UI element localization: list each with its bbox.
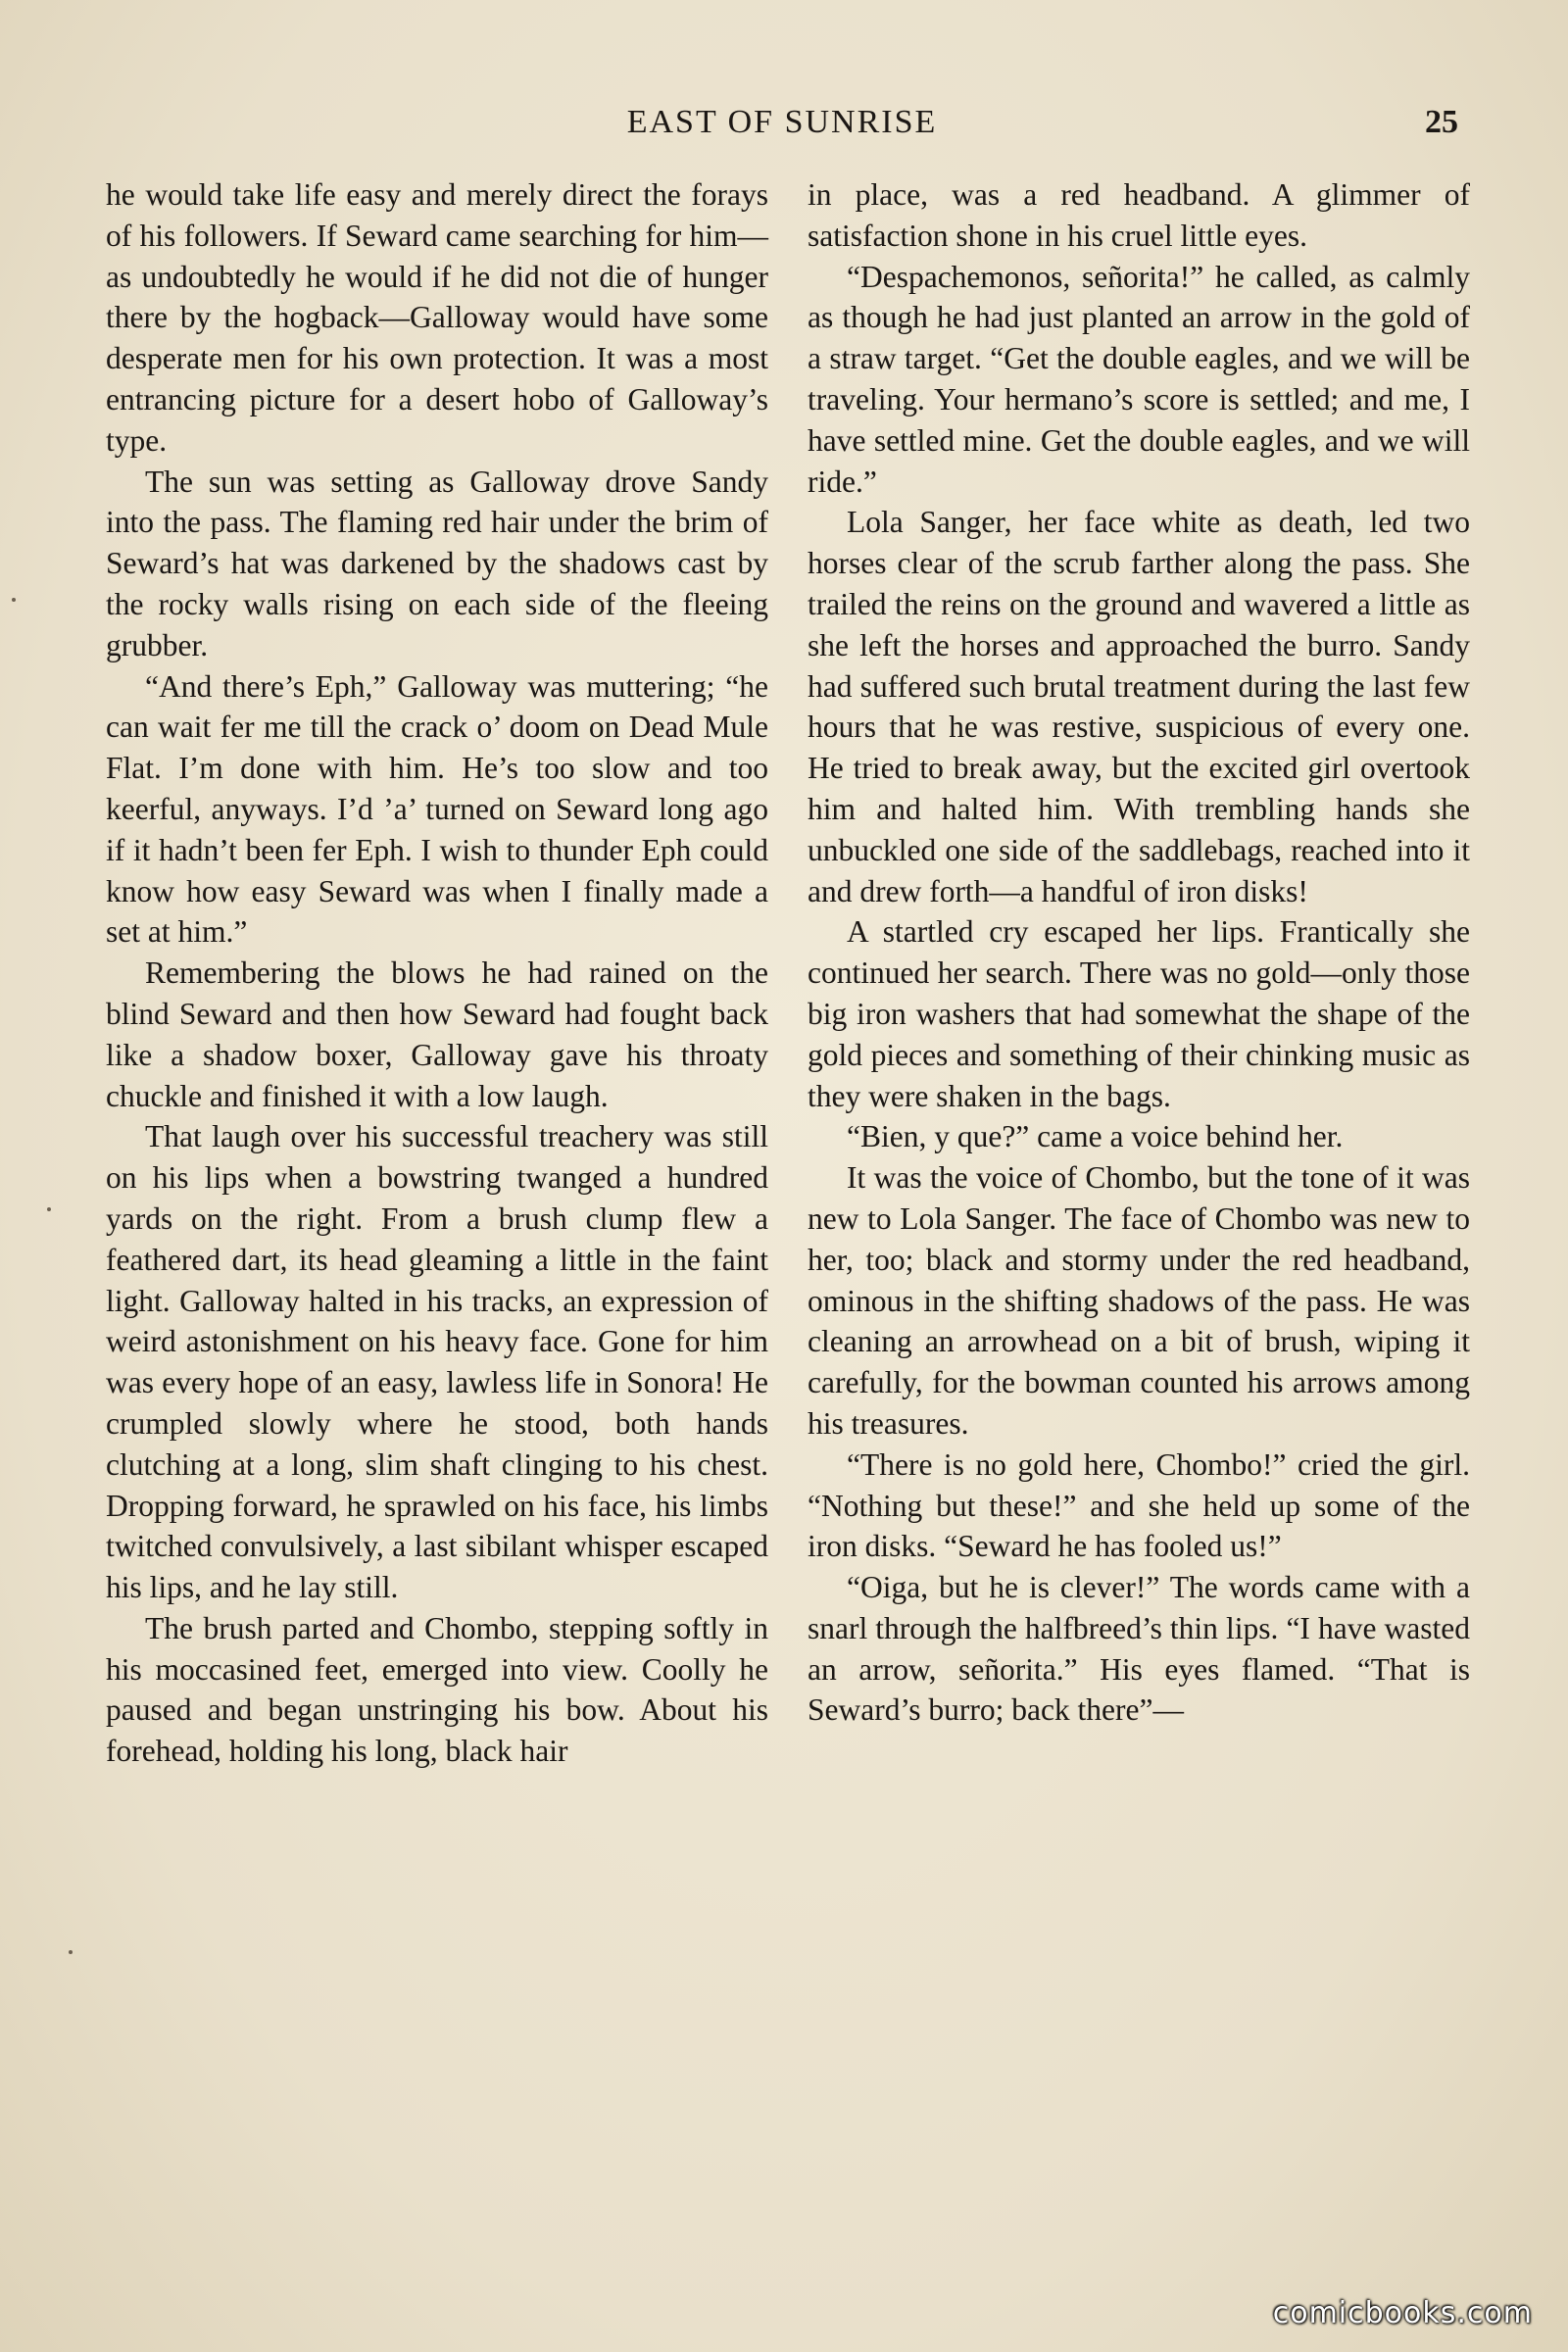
- paragraph: “There is no gold here, Chombo!” cried the girl. “Nothing but these!” and she held up some of the iron disks. “Seward he has fooled us!”: [808, 1446, 1470, 1564]
- paragraph: Lola Sanger, her face white as death, led two horses clear of the scrub farther along the pass. She trailed the reins on the ground and wavered a little as she left the horses and approached the burro. Sandy had suffered such brutal treatment during the last few hours that he was restive, suspicious of every one. He tried to break away, but the excited girl overtook him and halted him. With trembling hands she unbuckled one side of the saddlebags, reached into it and drew forth—a handful of iron disks!: [808, 505, 1470, 908]
- watermark: comicbooks.com: [1272, 2296, 1533, 2330]
- page-number: 25: [1425, 104, 1458, 140]
- paragraph: It was the voice of Chombo, but the tone of it was new to Lola Sanger. The face of Chombo was new to her, too; black and stormy under the red headband, ominous in the shifting shadows of the pass. He was cleaning an arrowhead on a bit of brush, wiping it carefully, for the bowman counted his arrows among his treasures.: [808, 1160, 1470, 1441]
- paragraph: “Bien, y que?” came a voice behind her.: [847, 1119, 1344, 1154]
- page-header: [106, 98, 1458, 147]
- left-column: [106, 174, 768, 1772]
- paragraph: “Oiga, but he is clever!” The words came with a snarl through the halfbreed’s thin lips. “I have wasted an arrow, señorita.” His eyes flamed. “That is Seward’s burro; back there”—: [808, 1570, 1470, 1728]
- paper-speck: [12, 598, 16, 602]
- paragraph: The sun was setting as Galloway drove Sandy into the pass. The flaming red hair under the brim of Seward’s hat was darkened by the shadows cast by the rocky walls rising on each side of the fleeing grubber.: [106, 464, 768, 662]
- paragraph: A startled cry escaped her lips. Frantically she continued her search. There was no gold—only those big iron washers that had somewhat the shape of the gold pieces and something of their chinking music as they were shaken in the bags.: [808, 914, 1470, 1113]
- paragraph: That laugh over his successful treachery was still on his lips when a bowstring twanged a hundred yards on the right. From a brush clump flew a feathered dart, its head gleaming a little in the faint light. Galloway halted in his tracks, an expression of weird astonishment on his heavy face. Gone for him was every hope of an easy, lawless life in Sonora! He crumpled slowly where he stood, both hands clutching at a long, slim shaft clinging to his chest. Dropping forward, he sprawled on his face, his limbs twitched convulsively, a last sibilant whisper escaped his lips, and he lay still.: [106, 1119, 768, 1605]
- paragraph: “And there’s Eph,” Galloway was muttering; “he can wait fer me till the crack o’ doom on Dead Mule Flat. I’m done with him. He’s too slow and too keerful, anyways. I’d ’a’ turned on Seward long ago if it hadn’t been fer Eph. I wish to thunder Eph could know how easy Seward was when I finally made a set at him.”: [106, 668, 768, 950]
- paper-speck: [69, 1950, 73, 1954]
- paragraph: he would take life easy and merely direct the forays of his followers. If Seward came searching for him—as undoubtedly he would if he did not die of hunger there by the hogback—Galloway would have some desperate men for his own protection. It was a most entrancing picture for a desert hobo of Galloway’s type.: [106, 177, 768, 458]
- running-head: EAST OF SUNRISE: [626, 104, 938, 140]
- paragraph: The brush parted and Chombo, stepping softly in his moccasined feet, emerged into view. Coolly he paused and began unstringing his bow. About his forehead, holding his long, black hair: [106, 1610, 768, 1769]
- paragraph: “Despachemonos, señorita!” he called, as calmly as though he had just planted an arrow in the gold of a straw target. “Get the double eagles, and we will be traveling. Your hermano’s score is settled; and me, I have settled mine. Get the double eagles, and we will ride.”: [808, 259, 1470, 499]
- right-column: [808, 174, 1470, 1731]
- paragraph: Remembering the blows he had rained on the blind Seward and then how Seward had fought back like a shadow boxer, Galloway gave his throaty chuckle and finished it with a low laugh.: [106, 956, 768, 1113]
- paper-speck: [47, 1207, 51, 1211]
- paragraph: in place, was a red headband. A glimmer of satisfaction shone in his cruel little eyes.: [808, 177, 1470, 253]
